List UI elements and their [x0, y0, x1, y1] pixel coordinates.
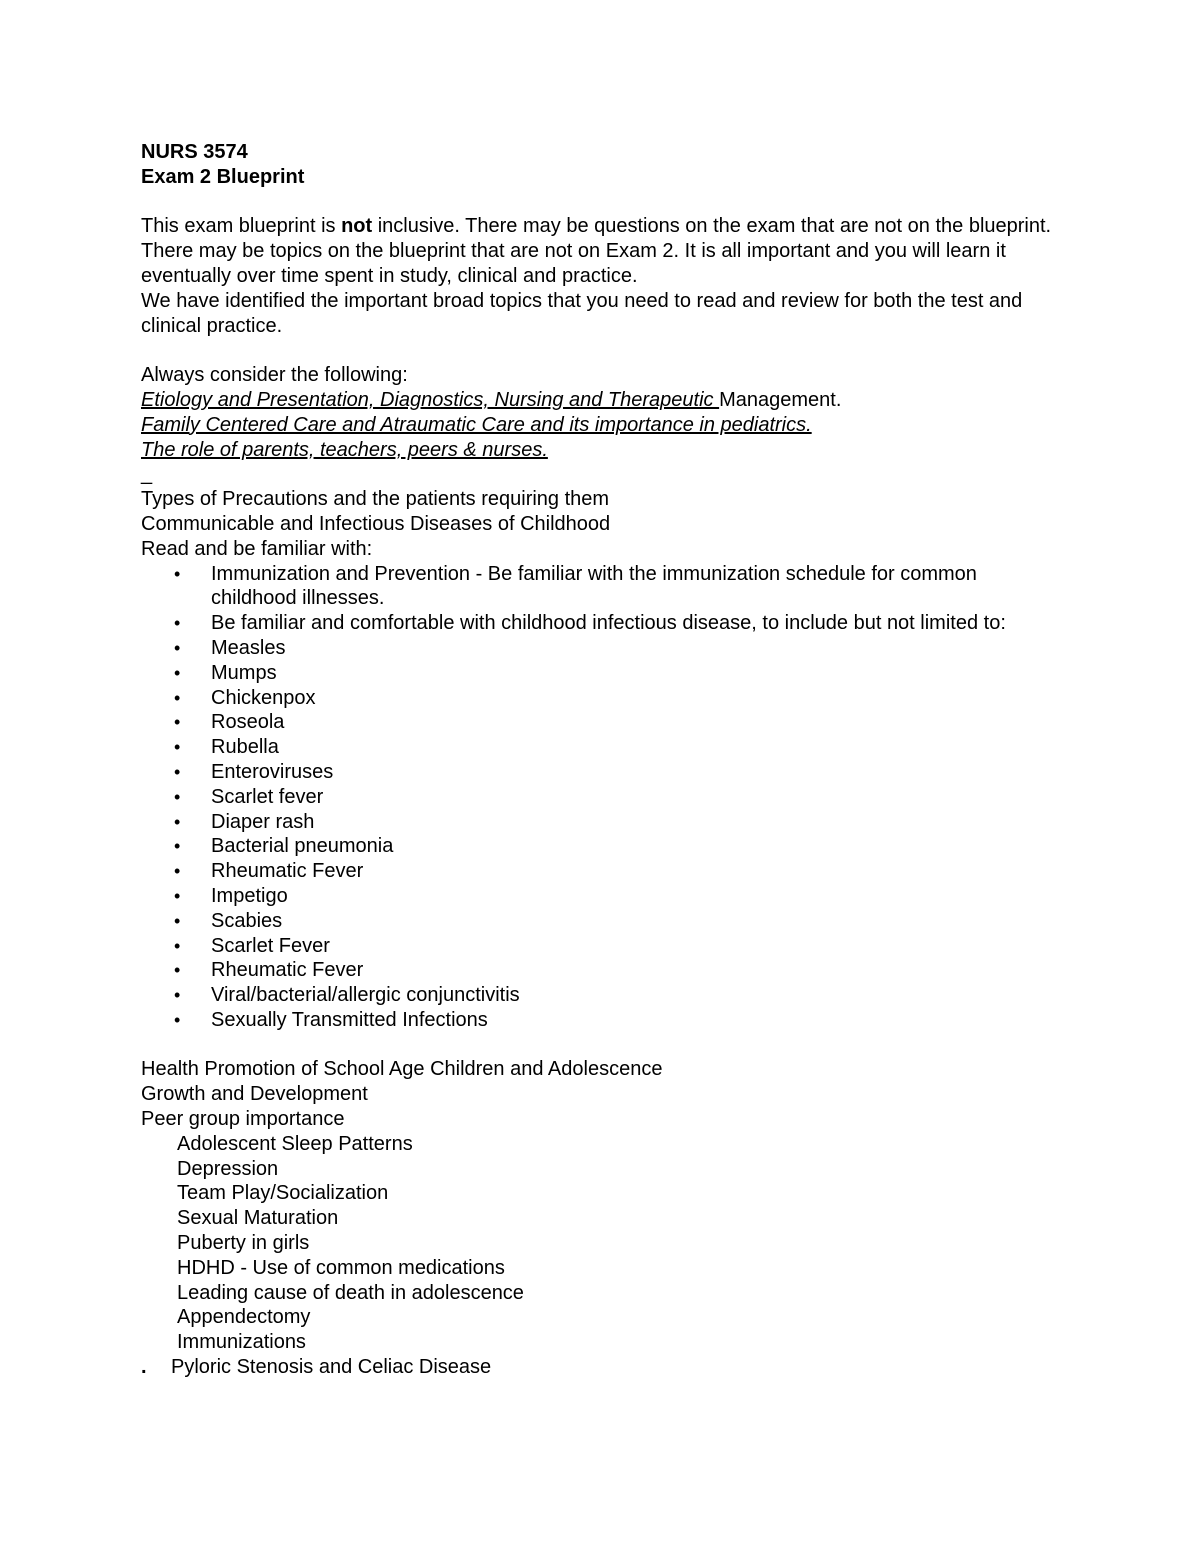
bullet-text: Scabies	[211, 909, 283, 932]
intro-text-end: inclusive. There may be questions on the exam that are not on the blueprint. There may be topics on the blueprint that are not on Exam 2. It is all important and you will learn it eventually over time spent in study, clinical and practice.	[141, 215, 1052, 287]
consider-line-1-emphasis: Etiology and Presentation, Diagnostics, Nursing and Therapeutic	[141, 388, 720, 411]
final-item-text: Pyloric Stenosis and Celiac Disease	[171, 1356, 492, 1379]
bullet-item	[141, 735, 1041, 760]
adolescent-topic-list	[141, 1132, 1061, 1355]
intro-paragraph	[141, 214, 1061, 288]
diseases-heading: Communicable and Infectious Diseases of Childhood	[141, 512, 611, 535]
bullet-icon: •	[174, 786, 181, 807]
topic-item: Depression	[177, 1157, 279, 1180]
bullet-text: Viral/bacterial/allergic conjunctivitis	[211, 984, 520, 1007]
bullet-text: Rheumatic Fever	[211, 860, 364, 883]
intro-text-start: This exam blueprint is	[141, 215, 342, 238]
bullet-item	[141, 611, 1041, 636]
bullet-item	[141, 686, 1041, 711]
bullet-text: Scarlet Fever	[211, 934, 330, 957]
bullet-icon: •	[174, 613, 181, 634]
topic-item: Sexual Maturation	[177, 1207, 339, 1230]
bullet-text: Chickenpox	[211, 686, 316, 709]
topic-item: Appendectomy	[177, 1306, 311, 1329]
spacer	[141, 1033, 1061, 1058]
bullet-icon: •	[174, 836, 181, 857]
consider-heading: Always consider the following:	[141, 364, 408, 387]
final-topic-item	[141, 1355, 1061, 1380]
bullet-icon: •	[174, 910, 181, 931]
consider-line-2: Family Centered Care and Atraumatic Care and its importance in pediatrics.	[141, 413, 812, 436]
bullet-text: Mumps	[211, 661, 277, 684]
bullet-item	[141, 1008, 1041, 1033]
peer-group-heading: Peer group importance	[141, 1108, 345, 1131]
document-title: Exam 2 Blueprint	[141, 165, 305, 188]
bullet-text: Rubella	[211, 736, 279, 759]
bullet-item	[141, 710, 1041, 735]
disease-bullet-list	[141, 562, 1061, 1033]
bullet-item	[141, 983, 1041, 1008]
read-familiar-heading: Read and be familiar with:	[141, 537, 373, 560]
intro-paragraph-2: We have identified the important broad topics that you need to read and review for both the test and clinical practice.	[141, 289, 1023, 337]
bullet-icon: •	[174, 712, 181, 733]
bullet-icon: •	[174, 737, 181, 758]
bullet-text: Rheumatic Fever	[211, 959, 364, 982]
topic-item: Team Play/Socialization	[177, 1182, 389, 1205]
bullet-text: Diaper rash	[211, 810, 315, 833]
bullet-item	[141, 636, 1041, 661]
bullet-item	[141, 562, 1041, 612]
bullet-item	[141, 785, 1041, 810]
growth-development-heading: Growth and Development	[141, 1083, 368, 1106]
bullet-icon: •	[174, 637, 181, 658]
bullet-icon: •	[174, 563, 181, 584]
bullet-item	[141, 934, 1041, 959]
final-item-marker: .	[141, 1356, 147, 1379]
bullet-item	[141, 859, 1041, 884]
health-promotion-heading: Health Promotion of School Age Children and Adolescence	[141, 1058, 663, 1081]
bullet-text: Scarlet fever	[211, 785, 324, 808]
bullet-item	[141, 810, 1041, 835]
bullet-icon: •	[174, 985, 181, 1006]
section-dash: _	[141, 463, 153, 486]
bullet-item	[141, 958, 1041, 983]
bullet-icon: •	[174, 761, 181, 782]
consider-line-1-rest: Management.	[719, 388, 842, 411]
bullet-text: Sexually Transmitted Infections	[211, 1008, 488, 1031]
bullet-text: Roseola	[211, 711, 285, 734]
consider-line-3: The role of parents, teachers, peers & nurses.	[141, 438, 548, 461]
bullet-text: Immunization and Prevention - Be familiar with the immunization schedule for common childhood illnesses.	[211, 562, 977, 610]
intro-bold-word: not	[341, 215, 373, 238]
topic-item: Leading cause of death in adolescence	[177, 1281, 524, 1304]
topic-item: Puberty in girls	[177, 1232, 310, 1255]
bullet-icon: •	[174, 885, 181, 906]
bullet-item	[141, 909, 1041, 934]
bullet-text: Impetigo	[211, 884, 288, 907]
bullet-text: Bacterial pneumonia	[211, 835, 394, 858]
topic-item: Adolescent Sleep Patterns	[177, 1132, 413, 1155]
bullet-text: Enteroviruses	[211, 760, 334, 783]
topic-item: Immunizations	[177, 1331, 306, 1354]
bullet-icon: •	[174, 960, 181, 981]
spacer	[141, 190, 1061, 215]
bullet-icon: •	[174, 662, 181, 683]
bullet-text: Measles	[211, 636, 286, 659]
bullet-text: Be familiar and comfortable with childhood infectious disease, to include but not limited to:	[211, 612, 1006, 635]
bullet-item	[141, 834, 1041, 859]
document-body	[141, 140, 1061, 1380]
bullet-item	[141, 661, 1041, 686]
bullet-item	[141, 884, 1041, 909]
bullet-icon: •	[174, 811, 181, 832]
consider-line-1	[141, 388, 1061, 413]
precautions-heading: Types of Precautions and the patients requiring them	[141, 488, 610, 511]
spacer	[141, 338, 1061, 363]
bullet-icon: •	[174, 935, 181, 956]
bullet-icon: •	[174, 1009, 181, 1030]
bullet-item	[141, 760, 1041, 785]
course-code: NURS 3574	[141, 141, 248, 163]
topic-item: HDHD - Use of common medications	[177, 1256, 505, 1279]
bullet-icon: •	[174, 861, 181, 882]
bullet-icon: •	[174, 687, 181, 708]
